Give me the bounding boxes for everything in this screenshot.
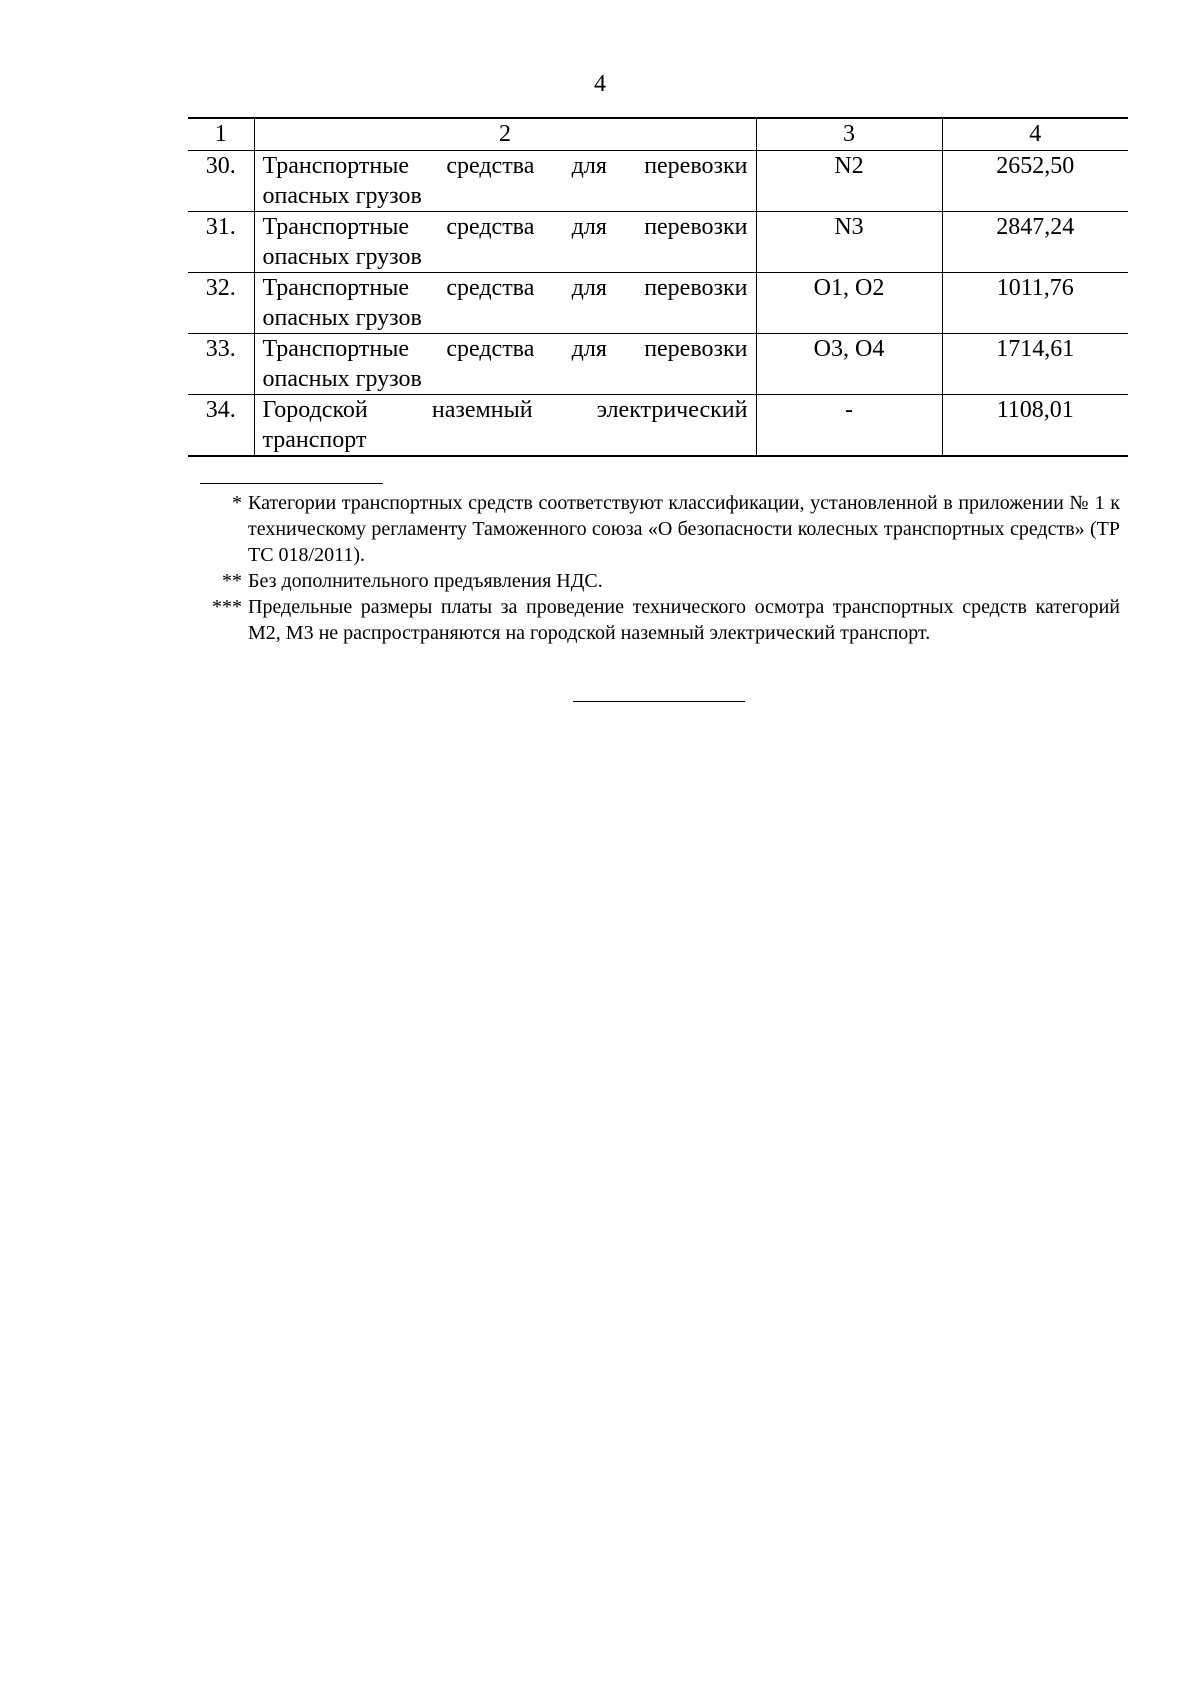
footnote-mark: * xyxy=(232,492,242,514)
table-header-row xyxy=(188,118,1128,151)
footnote-separator xyxy=(200,483,383,484)
row-number: 34. xyxy=(188,395,254,457)
vehicle-type-line-1: Транспортные средства для перевозки xyxy=(262,214,748,240)
footnote-text: Без дополнительного предъявления НДС. xyxy=(248,570,603,592)
footnote xyxy=(190,568,1120,594)
vehicle-type xyxy=(254,334,756,395)
table-row xyxy=(188,334,1128,395)
footnote xyxy=(190,594,1120,646)
vehicle-type-line-1: Транспортные средства для перевозки xyxy=(262,153,748,179)
vehicle-type-line-1: Транспортные средства для перевозки xyxy=(262,275,748,301)
row-number: 32. xyxy=(188,273,254,334)
vehicle-type-line-2: опасных грузов xyxy=(262,183,422,209)
vehicle-type-line-2: опасных грузов xyxy=(262,244,422,270)
fee-amount: 1108,01 xyxy=(942,395,1128,457)
column-header-3: 3 xyxy=(756,118,942,151)
footnote-mark: ** xyxy=(222,570,242,592)
vehicle-category: - xyxy=(756,395,942,457)
column-header-2: 2 xyxy=(254,118,756,151)
column-header-1: 1 xyxy=(188,118,254,151)
footnote-text: Категории транспортных средств соответствуют классификации, установленной в приложении № 1 к техническому регламенту Таможенного союза «О безопасности колесных транспортных средств» (ТР ТС 018/2011). xyxy=(248,492,1120,566)
row-number: 30. xyxy=(188,151,254,212)
table-row xyxy=(188,395,1128,457)
fee-amount: 2652,50 xyxy=(942,151,1128,212)
vehicle-type-line-1: Городской наземный электрический xyxy=(262,397,748,423)
vehicle-category: N3 xyxy=(756,212,942,273)
footnote-mark: *** xyxy=(212,596,242,618)
table-row xyxy=(188,212,1128,273)
vehicle-type-line-2: опасных грузов xyxy=(262,305,422,331)
vehicle-type-line-2: опасных грузов xyxy=(262,366,422,392)
column-header-4: 4 xyxy=(942,118,1128,151)
row-number: 31. xyxy=(188,212,254,273)
footnote-text: Предельные размеры платы за проведение технического осмотра транспортных средств категорий М2, М3 не распространяются на городской наземный электрический транспорт. xyxy=(248,596,1120,644)
fee-amount: 1714,61 xyxy=(942,334,1128,395)
vehicle-type-line-1: Транспортные средства для перевозки xyxy=(262,336,748,362)
vehicle-type xyxy=(254,151,756,212)
fee-amount: 2847,24 xyxy=(942,212,1128,273)
table-row xyxy=(188,151,1128,212)
row-number: 33. xyxy=(188,334,254,395)
vehicle-type-line-2: транспорт xyxy=(262,427,367,453)
fee-amount: 1011,76 xyxy=(942,273,1128,334)
footnotes xyxy=(190,490,1120,646)
vehicle-category: O1, O2 xyxy=(756,273,942,334)
table-row xyxy=(188,273,1128,334)
document-end-rule xyxy=(573,701,745,702)
footnote xyxy=(190,490,1120,568)
vehicle-type xyxy=(254,273,756,334)
vehicle-category: N2 xyxy=(756,151,942,212)
vehicle-type xyxy=(254,395,756,457)
vehicle-type xyxy=(254,212,756,273)
vehicle-category: O3, O4 xyxy=(756,334,942,395)
page-number: 4 xyxy=(594,71,606,97)
fees-table xyxy=(188,117,1128,457)
